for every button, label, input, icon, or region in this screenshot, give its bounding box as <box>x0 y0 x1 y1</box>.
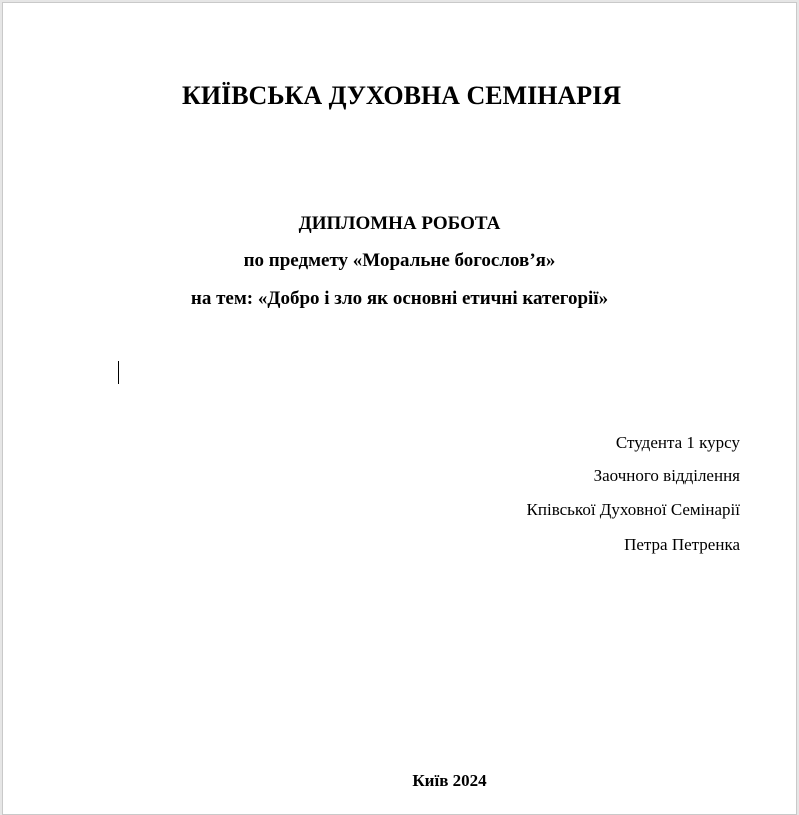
document-page[interactable] <box>2 2 797 815</box>
author-department: Заочного відділення <box>593 466 740 485</box>
footer-city-year: Київ 2024 <box>412 771 487 790</box>
topic-line: на тем: «Добро і зло як основні етичні категорії» <box>190 288 609 309</box>
subject-line: по предмету «Моральне богослов’я» <box>243 250 556 271</box>
text-cursor <box>118 361 119 384</box>
author-course: Студента 1 курсу <box>615 433 740 452</box>
author-seminary: Кпівської Духовної Семінарії <box>526 500 740 519</box>
work-type-heading: ДИПЛОМНА РОБОТА <box>298 213 501 234</box>
author-name: Петра Петренка <box>624 535 740 554</box>
institution-title: КИЇВСЬКА ДУХОВНА СЕМІНАРІЯ <box>182 81 621 110</box>
